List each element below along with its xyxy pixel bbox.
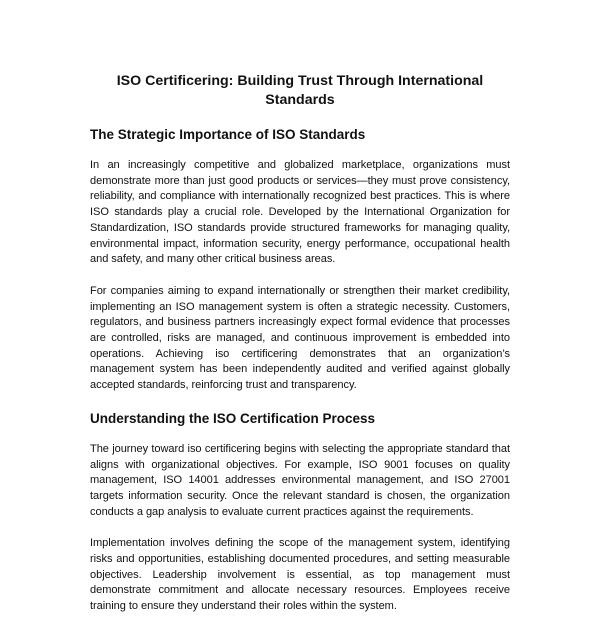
paragraph-process-1: The journey toward iso certificering begins with selecting the appropriate standard that aligns with organizational objectives. For example, ISO 9001 focuses on quality management, ISO 14001 addresses environmental management, and ISO 27001 targets information security. Once the relevant standard is chosen, the organization conducts a gap analysis to evaluate current practices against the requirements.: [90, 442, 510, 518]
paragraph-process-2: Implementation involves defining the scope of the management system, identifying risks and opportunities, establishing documented procedures, and setting measurable objectives. Leadership involvement is essential, as top management must demonstrate commitment and allocate necessary resources. Employees receive training to ensure they understand their roles within the system.: [90, 537, 510, 613]
document-page: [90, 72, 510, 631]
document-title: ISO Certificering: Building Trust Through International Standards: [116, 73, 484, 108]
paragraph-strategic-1: In an increasingly competitive and globalized marketplace, organizations must demonstrate more than just good products or services—they must prove consistency, reliability, and compliance with internationally recognized best practices. This is where ISO standards play a crucial role. Developed by the International Organization for Standardization, ISO standards provide structured frameworks for managing quality, environmental impact, information security, energy performance, occupational health and safety, and many other critical business areas.: [90, 159, 510, 266]
section-heading-strategic-importance: The Strategic Importance of ISO Standards: [90, 127, 366, 142]
paragraph-strategic-2: For companies aiming to expand internationally or strengthen their market credibility, implementing an ISO management system is often a strategic necessity. Customers, regulators, and business partners increasingly expect formal evidence that processes are controlled, risks are managed, and continuous improvement is embedded into operations. Achieving iso certificering demonstrates that an organization’s management system has been independently audited and verified against globally accepted standards, reinforcing trust and transparency.: [90, 284, 510, 392]
section-heading-certification-process: Understanding the ISO Certification Process: [90, 410, 376, 426]
